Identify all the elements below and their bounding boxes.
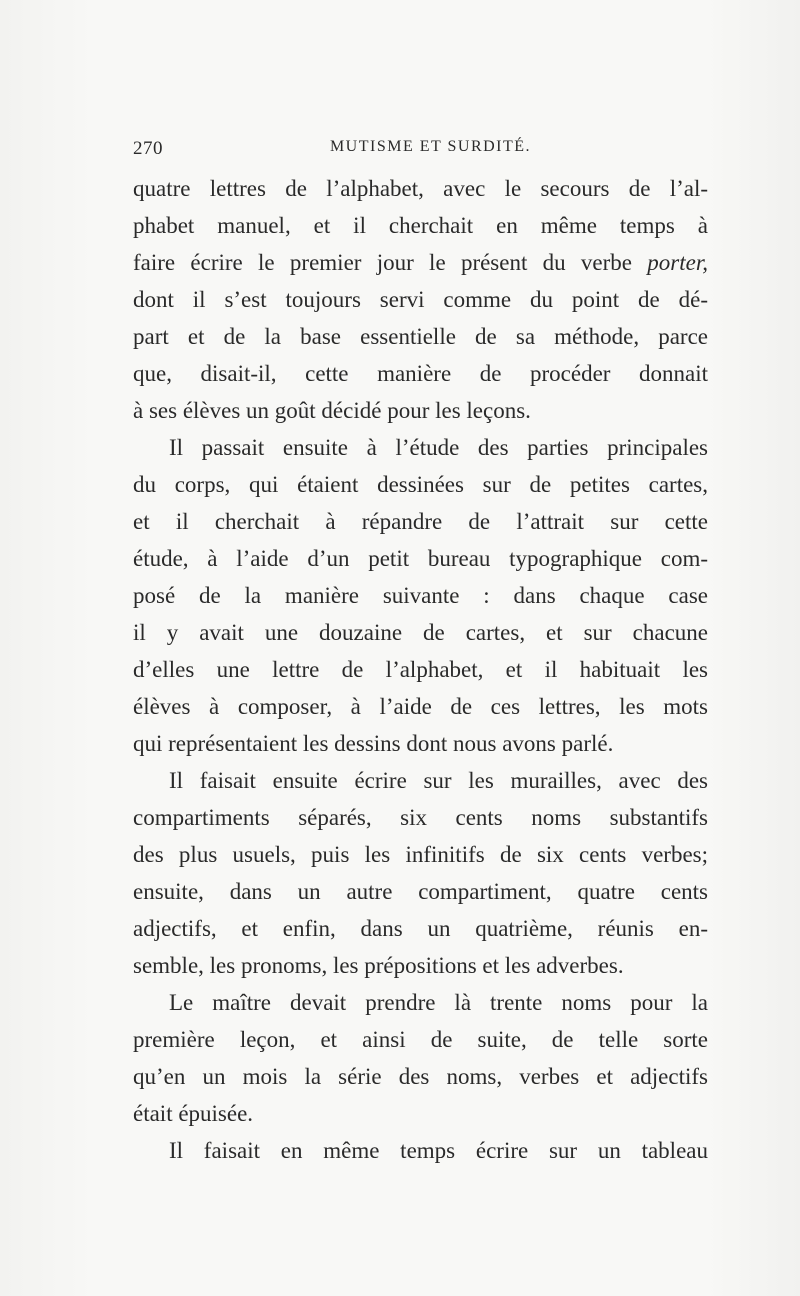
text-line: posé de la manière suivante : dans chaque case xyxy=(133,583,708,608)
running-title: MUTISME ET SURDITÉ. xyxy=(329,138,532,155)
text-line: première leçon, et ainsi de suite, de telle sorte xyxy=(133,1027,708,1052)
text-line: dont il s’est toujours servi comme du point de dé- xyxy=(133,287,708,312)
text-line: d’elles une lettre de l’alphabet, et il habituait les xyxy=(133,657,708,682)
text-line: phabet manuel, et il cherchait en même temps à xyxy=(133,213,708,238)
text-line: du corps, qui étaient dessinées sur de petites cartes, xyxy=(133,472,708,497)
text-line: compartiments séparés, six cents noms substantifs xyxy=(133,805,708,830)
text-line xyxy=(133,244,708,281)
text-line: des plus usuels, puis les infinitifs de six cents verbes; xyxy=(133,842,708,867)
body-text xyxy=(133,170,708,1169)
paragraph-start-line: Il faisait en même temps écrire sur un tableau xyxy=(169,1138,708,1163)
text-line: à ses élèves un goût décidé pour les leçons. xyxy=(133,398,531,423)
text-line: semble, les pronoms, les prépositions et les adverbes. xyxy=(133,953,624,978)
text-line: qui représentaient les dessins dont nous avons parlé. xyxy=(133,731,614,756)
text-line: était épuisée. xyxy=(133,1101,254,1126)
text-line: il y avait une douzaine de cartes, et sur chacune xyxy=(133,620,708,645)
text-line: élèves à composer, à l’aide de ces lettres, les mots xyxy=(133,694,708,719)
italic-word: porter, xyxy=(647,250,708,275)
text-line: quatre lettres de l’alphabet, avec le secours de l’al- xyxy=(133,176,708,201)
text-line: que, disait-il, cette manière de procéder donnait xyxy=(133,361,708,386)
text-segment: faire écrire le premier jour le présent du verbe xyxy=(133,250,648,275)
page-header xyxy=(133,138,708,162)
text-line: étude, à l’aide d’un petit bureau typographique com- xyxy=(133,546,708,571)
text-line: ensuite, dans un autre compartiment, quatre cents xyxy=(133,879,708,904)
page-number: 270 xyxy=(133,138,163,159)
text-line: part et de la base essentielle de sa méthode, parce xyxy=(133,324,708,349)
paragraph-start-line: Il faisait ensuite écrire sur les murailles, avec des xyxy=(169,768,708,793)
paragraph-start-line: Il passait ensuite à l’étude des parties principales xyxy=(169,435,708,460)
text-line: et il cherchait à répandre de l’attrait sur cette xyxy=(133,509,708,534)
text-line: qu’en un mois la série des noms, verbes et adjectifs xyxy=(133,1064,708,1089)
text-line: adjectifs, et enfin, dans un quatrième, réunis en- xyxy=(133,916,708,941)
paragraph-start-line: Le maître devait prendre là trente noms pour la xyxy=(169,990,708,1015)
